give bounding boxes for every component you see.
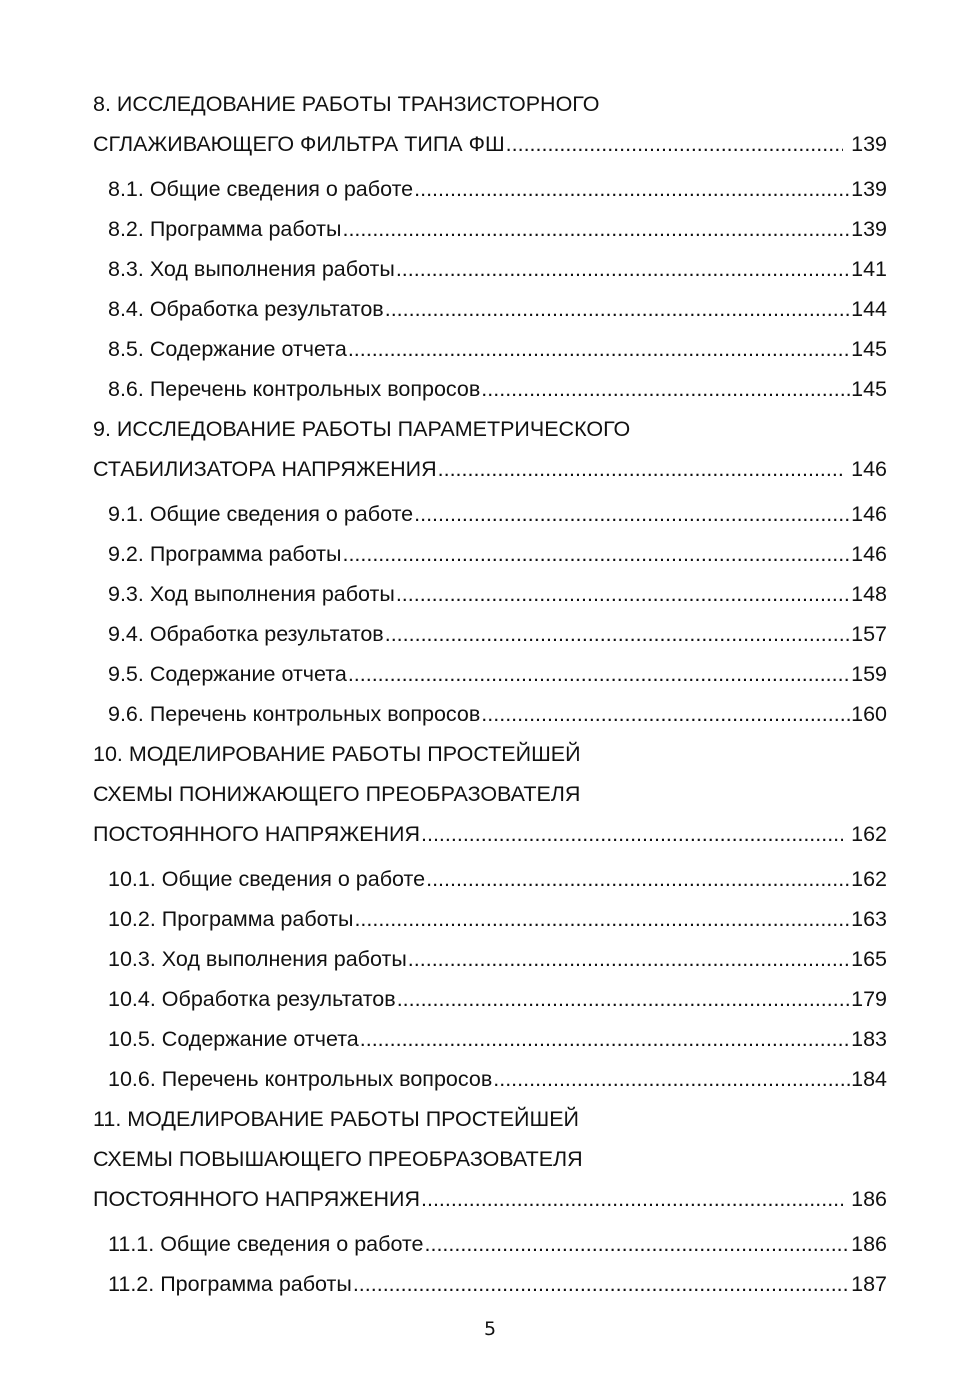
page-ref: 146 bbox=[851, 502, 887, 526]
toc-entry[interactable] bbox=[93, 249, 887, 289]
chapter-title: ПОСТОЯННОГО НАПРЯЖЕНИЯ bbox=[93, 1187, 421, 1211]
page-ref: 179 bbox=[851, 987, 887, 1011]
section-title: 9.6. Перечень контрольных вопросов bbox=[108, 702, 481, 726]
chapter-10-title-line-1 bbox=[93, 734, 887, 774]
section-title: 8.2. Программа работы bbox=[108, 217, 342, 241]
section-title: 9.2. Программа работы bbox=[108, 542, 342, 566]
dot-leader bbox=[438, 449, 844, 489]
page-ref: 183 bbox=[851, 1027, 887, 1051]
toc-entry[interactable] bbox=[93, 899, 887, 939]
toc-entry[interactable] bbox=[93, 329, 887, 369]
toc-entry[interactable] bbox=[93, 494, 887, 534]
page-ref: 157 bbox=[851, 622, 887, 646]
page-ref: 159 bbox=[851, 662, 887, 686]
dot-leader bbox=[481, 694, 850, 734]
toc-entry[interactable] bbox=[93, 614, 887, 654]
toc-entry[interactable] bbox=[93, 369, 887, 409]
section-title: 10.3. Ход выполнения работы bbox=[108, 947, 407, 971]
toc-entry[interactable] bbox=[93, 1019, 887, 1059]
toc-entry[interactable] bbox=[93, 939, 887, 979]
page-number: 5 bbox=[483, 1318, 497, 1340]
chapter-title: СГЛАЖИВАЮЩЕГО ФИЛЬТРА ТИПА ФШ bbox=[93, 132, 505, 156]
page-ref: 148 bbox=[851, 582, 887, 606]
dot-leader bbox=[342, 209, 850, 249]
page-ref: 184 bbox=[851, 1067, 887, 1091]
chapter-10-entry[interactable] bbox=[93, 814, 887, 854]
chapter-title: 8. ИССЛЕДОВАНИЕ РАБОТЫ ТРАНЗИСТОРНОГО bbox=[93, 92, 600, 116]
dot-leader bbox=[414, 169, 850, 209]
dot-leader bbox=[396, 249, 850, 289]
page-ref: 162 bbox=[851, 867, 887, 891]
section-title: 8.1. Общие сведения о работе bbox=[108, 177, 414, 201]
section-title: 9.1. Общие сведения о работе bbox=[108, 502, 414, 526]
dot-leader bbox=[348, 654, 850, 694]
chapter-10-title-line-2 bbox=[93, 774, 887, 814]
chapter-title: 9. ИССЛЕДОВАНИЕ РАБОТЫ ПАРАМЕТРИЧЕСКОГО bbox=[93, 417, 631, 441]
dot-leader bbox=[408, 939, 850, 979]
section-title: 10.6. Перечень контрольных вопросов bbox=[108, 1067, 493, 1091]
toc-entry[interactable] bbox=[93, 979, 887, 1019]
dot-leader bbox=[425, 1224, 851, 1264]
section-title: 10.5. Содержание отчета bbox=[108, 1027, 359, 1051]
page-ref: 139 bbox=[851, 132, 887, 156]
page-ref: 186 bbox=[851, 1232, 887, 1256]
toc-entry[interactable] bbox=[93, 1264, 887, 1304]
toc-entry[interactable] bbox=[93, 654, 887, 694]
section-title: 9.3. Ход выполнения работы bbox=[108, 582, 395, 606]
chapter-9-entry[interactable] bbox=[93, 449, 887, 489]
page-ref: 186 bbox=[851, 1187, 887, 1211]
toc-entry[interactable] bbox=[93, 534, 887, 574]
page-ref: 144 bbox=[851, 297, 887, 321]
chapter-11-title-line-1 bbox=[93, 1099, 887, 1139]
chapter-8-entry[interactable] bbox=[93, 124, 887, 164]
toc-entry[interactable] bbox=[93, 1059, 887, 1099]
section-title: 8.6. Перечень контрольных вопросов bbox=[108, 377, 481, 401]
page-ref: 145 bbox=[851, 337, 887, 361]
toc-entry[interactable] bbox=[93, 694, 887, 734]
toc-entry[interactable] bbox=[93, 169, 887, 209]
dot-leader bbox=[426, 859, 850, 899]
chapter-9-title-line-1 bbox=[93, 409, 887, 449]
toc-entry[interactable] bbox=[93, 209, 887, 249]
chapter-title: СХЕМЫ ПОНИЖАЮЩЕГО ПРЕОБРАЗОВАТЕЛЯ bbox=[93, 782, 581, 806]
section-title: 10.2. Программа работы bbox=[108, 907, 354, 931]
chapter-11-entry[interactable] bbox=[93, 1179, 887, 1219]
dot-leader bbox=[385, 614, 850, 654]
page-ref: 187 bbox=[851, 1272, 887, 1296]
dot-leader bbox=[385, 289, 850, 329]
section-title: 8.5. Содержание отчета bbox=[108, 337, 347, 361]
page-ref: 146 bbox=[851, 457, 887, 481]
dot-leader bbox=[506, 124, 843, 164]
section-title: 10.1. Общие сведения о работе bbox=[108, 867, 426, 891]
dot-leader bbox=[353, 1264, 850, 1304]
section-title: 8.3. Ход выполнения работы bbox=[108, 257, 395, 281]
page-ref: 145 bbox=[851, 377, 887, 401]
section-title: 8.4. Обработка результатов bbox=[108, 297, 384, 321]
section-title: 9.5. Содержание отчета bbox=[108, 662, 347, 686]
dot-leader bbox=[481, 369, 850, 409]
dot-leader bbox=[354, 899, 850, 939]
toc-entry[interactable] bbox=[93, 859, 887, 899]
chapter-title: СХЕМЫ ПОВЫШАЮЩЕГО ПРЕОБРАЗОВАТЕЛЯ bbox=[93, 1147, 583, 1171]
dot-leader bbox=[342, 534, 850, 574]
page-ref: 163 bbox=[851, 907, 887, 931]
dot-leader bbox=[414, 494, 850, 534]
chapter-8-title-line-1 bbox=[93, 84, 887, 124]
dot-leader bbox=[397, 979, 850, 1019]
toc-entry[interactable] bbox=[93, 289, 887, 329]
section-title: 9.4. Обработка результатов bbox=[108, 622, 384, 646]
chapter-title: 10. МОДЕЛИРОВАНИЕ РАБОТЫ ПРОСТЕЙШЕЙ bbox=[93, 742, 581, 766]
chapter-title: 11. МОДЕЛИРОВАНИЕ РАБОТЫ ПРОСТЕЙШЕЙ bbox=[93, 1107, 579, 1131]
dot-leader bbox=[360, 1019, 850, 1059]
section-title: 10.4. Обработка результатов bbox=[108, 987, 396, 1011]
dot-leader bbox=[348, 329, 850, 369]
page-ref: 139 bbox=[851, 217, 887, 241]
page-ref: 162 bbox=[851, 822, 887, 846]
page-ref: 165 bbox=[851, 947, 887, 971]
page-ref: 160 bbox=[851, 702, 887, 726]
chapter-title: ПОСТОЯННОГО НАПРЯЖЕНИЯ bbox=[93, 822, 421, 846]
chapter-title: СТАБИЛИЗАТОРА НАПРЯЖЕНИЯ bbox=[93, 457, 437, 481]
page-ref: 146 bbox=[851, 542, 887, 566]
page-ref: 139 bbox=[851, 177, 887, 201]
dot-leader bbox=[421, 814, 843, 854]
dot-leader bbox=[396, 574, 850, 614]
section-title: 11.2. Программа работы bbox=[108, 1272, 352, 1296]
toc-entry[interactable] bbox=[93, 574, 887, 614]
dot-leader bbox=[493, 1059, 850, 1099]
section-title: 11.1. Общие сведения о работе bbox=[108, 1232, 424, 1256]
page-ref: 141 bbox=[851, 257, 887, 281]
dot-leader bbox=[421, 1179, 843, 1219]
table-of-contents bbox=[93, 84, 887, 1304]
chapter-11-title-line-2 bbox=[93, 1139, 887, 1179]
toc-entry[interactable] bbox=[93, 1224, 887, 1264]
